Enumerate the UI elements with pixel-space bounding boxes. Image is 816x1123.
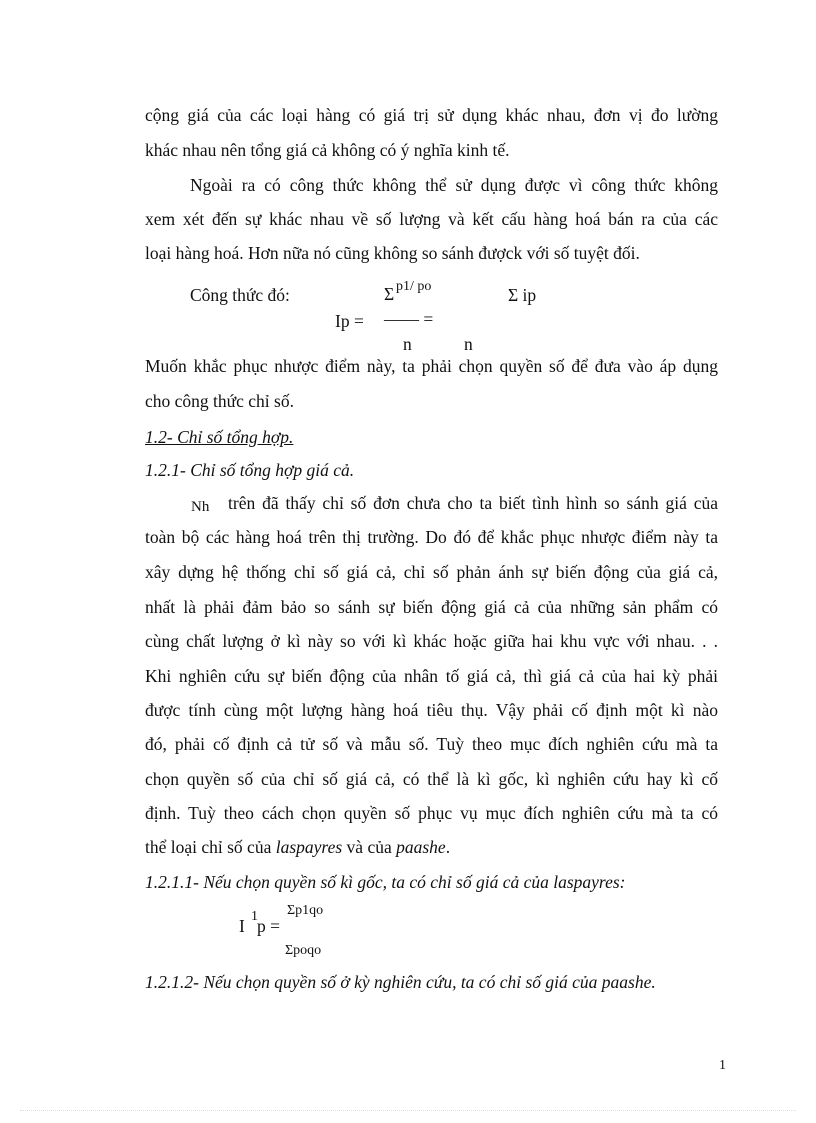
body-line: nhất là phải đảm bảo so sánh sự biến động giá cả của những sản phẩm có <box>145 597 718 617</box>
formula-p: p = <box>257 916 280 936</box>
subsection-heading: 1.2.1- Chỉ số tổng hợp giá cả. <box>145 460 355 480</box>
term-paashe: paashe <box>396 837 446 857</box>
body-line: Muốn khắc phục nhược điểm này, ta phải chọn quyền số để đưa vào áp dụng <box>145 356 718 376</box>
line-prefix: thể loại chỉ số của <box>145 837 276 857</box>
body-line-last <box>145 836 718 858</box>
body-line: xem xét đến sự khác nhau về số lượng và kết cấu hàng hoá bán ra của các <box>145 209 718 229</box>
body-line: cùng chất lượng ở kì này so với kì khác hoặc giữa hai khu vực với nhau. . . <box>145 631 718 651</box>
body-line: Ngoài ra có công thức không thể sử dụng được vì công thức không <box>190 175 718 195</box>
paragraph-prefix: Nh <box>191 499 210 515</box>
body-line: định. Tuỳ theo cách chọn quyền số phục vụ mục đích nghiên cứu mà ta có <box>145 803 718 823</box>
subsubsection-heading: 1.2.1.2- Nếu chọn quyền số ở kỳ nghiên cứu, ta có chỉ số giá của paashe. <box>145 972 656 992</box>
formula-rhs-numerator: Σ ip <box>508 285 537 305</box>
body-line: trên đã thấy chỉ số đơn chưa cho ta biết tình hình so sánh giá của <box>228 493 718 513</box>
body-line: khác nhau nên tổng giá cả không có ý nghĩa kinh tế. <box>145 140 510 160</box>
line-middle: và của <box>342 837 397 857</box>
formula-denominator: Σpoqo <box>285 943 322 958</box>
page-number: 1 <box>719 1058 726 1073</box>
body-line: được tính cùng một lượng hàng hoá tiêu thụ. Vậy phải cố định một kì nào <box>145 700 718 720</box>
formula-lhs: Ip = <box>335 311 364 331</box>
formula-rhs-denominator: n <box>464 334 473 354</box>
body-line: cộng giá của các loại hàng có giá trị sử dụng khác nhau, đơn vị đo lường <box>145 105 718 125</box>
body-line: Khi nghiên cứu sự biến động của nhân tố giá cả, thì giá cả của hai kỳ phải <box>145 666 718 686</box>
body-line: cho công thức chỉ số. <box>145 391 294 411</box>
fraction-bar: —— = <box>384 309 434 329</box>
line-suffix: . <box>445 837 451 857</box>
body-line: chọn quyền số của chỉ số giá cả, có thể là kì gốc, kì nghiên cứu hay kì cố <box>145 769 718 789</box>
formula-numerator: p1/ po <box>396 279 432 294</box>
formula-denominator: n <box>403 334 412 354</box>
term-laspayres: laspayres <box>275 837 343 857</box>
formula-superscript: 1 <box>251 909 258 924</box>
body-line: loại hàng hoá. Hơn nữa nó cũng không so sánh đượck với số tuyệt đối. <box>145 243 640 263</box>
page-footer-divider <box>20 1110 796 1111</box>
body-line: đó, phải cố định cả tử số và mẫu số. Tuỳ theo mục đích nghiên cứu mà ta <box>145 734 718 754</box>
body-line: xây dựng hệ thống chỉ số giá cả, chỉ số phản ánh sự biến động của giá cả, <box>145 562 718 582</box>
sigma-symbol: Σ <box>384 284 395 304</box>
body-line: toàn bộ các hàng hoá trên thị trường. Do đó để khắc phục nhược điểm này ta <box>145 527 718 547</box>
subsubsection-heading: 1.2.1.1- Nếu chọn quyền số kì gốc, ta có chỉ số giá cả của laspayres: <box>145 872 626 892</box>
section-heading: 1.2- Chỉ số tổng hợp. <box>145 427 294 447</box>
formula-label: Công thức đó: <box>190 285 290 305</box>
formula-I: I <box>239 916 245 936</box>
formula-numerator: Σp1qo <box>287 903 324 918</box>
